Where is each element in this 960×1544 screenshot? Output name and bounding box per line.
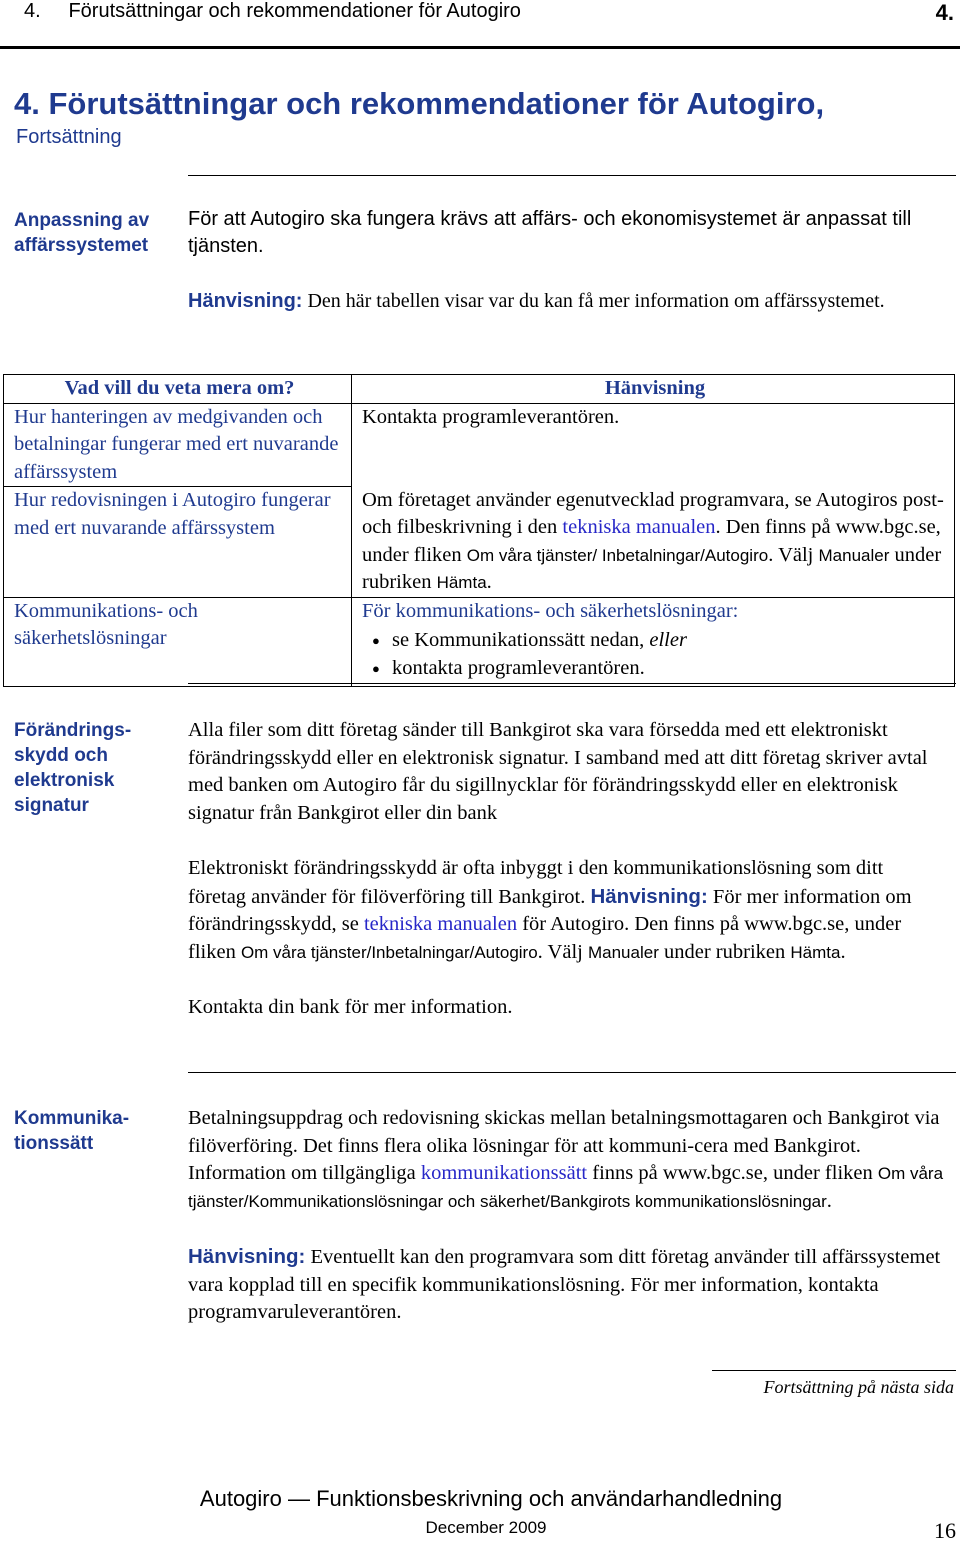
bullet-text: se Kommunikationssätt nedan, xyxy=(392,629,650,651)
cell-text: . Den finns på www.bgc.se, under fliken xyxy=(362,516,941,566)
list-item: ● kontakta programleverantören. xyxy=(378,655,948,683)
forandringsskydd-paragraph-1: Alla filer som ditt företag sänder till Bankgirot ska vara försedda med ett elektroniskt förändringsskydd eller en elektronisk signatur. I samband med att ditt företag skriver avtal med banken om Autogiro får du sigillnycklar för förändringsskydd eller en elektronisk signatur från Bankgirot eller din bank xyxy=(188,719,928,824)
side-label-affarssystem: Anpassning av affärssystemet xyxy=(14,210,150,256)
cell-text: . Välj xyxy=(768,543,819,566)
paragraph-text: . Välj xyxy=(537,940,588,963)
kommunikationssatt-text xyxy=(188,1105,946,1327)
table-header-reference: Hänvisning xyxy=(352,375,955,404)
table-row xyxy=(4,403,955,487)
paragraph-text: finns på www.bgc.se, under fliken xyxy=(587,1162,878,1184)
paragraph-text: . xyxy=(840,940,846,963)
affarssystem-reference xyxy=(188,288,946,315)
manualer-label: Manualer xyxy=(587,942,659,962)
cell-text: . xyxy=(486,571,492,593)
table-header-what: Vad vill du veta mera om? xyxy=(4,375,352,404)
paragraph-text: Betalningsuppdrag och redovisning skickas mellan betalningsmottagaren och Bankgirot via filöverföring. Det finns flera olika lösningar för att kommuni-cera med Bankgirot. Information om tillgängliga xyxy=(188,1107,940,1184)
paragraph-text: för Autogiro. Den finns på www.bgc.se, under fliken xyxy=(188,913,902,963)
reference-label: Hänvisning: xyxy=(188,290,303,312)
section-divider xyxy=(188,175,956,176)
paragraph-text: Elektroniskt förändringsskydd är ofta inbyggt i den kommunikationslösning som ditt företag använder för filöverföring till Bankgirot. xyxy=(188,857,884,908)
reference-label: Hänvisning: xyxy=(590,884,708,908)
kommunikationssatt-paragraph-1 xyxy=(188,1105,946,1215)
footer-title: Autogiro — Funktionsbeskrivning och användarhandledning xyxy=(199,1486,783,1511)
table-cell-topic: Hur hanteringen av medgivanden och betalningar fungerar med ert nuvarande affärssystem xyxy=(4,403,352,487)
paragraph-text: under rubriken xyxy=(658,940,791,963)
section-divider xyxy=(188,1072,956,1073)
table-cell-reference: Kontakta programleverantören. xyxy=(352,403,955,487)
continuation-divider xyxy=(712,1370,956,1371)
reference-text: Den här tabellen visar var du kan få mer information om affärssystemet. xyxy=(302,290,885,312)
table-header-row xyxy=(4,375,955,404)
cell-text: Om företaget använder egenutvecklad programvara, se Autogiros post- och filbeskrivning i den xyxy=(362,488,944,538)
tekniska-manualen-link[interactable]: tekniska manualen xyxy=(562,516,716,538)
web-path: Om våra tjänster/Inbetalningar/Autogiro xyxy=(240,942,538,962)
table-cell-reference xyxy=(352,597,955,687)
continuation-note: Fortsättning på nästa sida xyxy=(763,1377,954,1397)
table-row xyxy=(4,487,955,598)
affarssystem-text xyxy=(188,206,946,315)
bullet-list xyxy=(362,627,948,682)
section-divider xyxy=(188,683,956,684)
table-row xyxy=(4,597,955,687)
side-label-forandringsskydd: Förändrings-skydd och elektronisk signatur xyxy=(14,720,132,816)
paragraph-text: . xyxy=(826,1189,832,1212)
reference-table xyxy=(3,374,955,687)
kommunikationssatt-paragraph-2 xyxy=(188,1243,946,1327)
table-cell-topic: Hur redovisningen i Autogiro fungerar med ert nuvarande affärssystem xyxy=(4,487,352,598)
tekniska-manualen-link[interactable]: tekniska manualen xyxy=(363,913,518,935)
page-number: 16 xyxy=(934,1518,956,1543)
table-cell-reference xyxy=(352,487,955,598)
forandringsskydd-paragraph-2 xyxy=(188,855,946,966)
bullet-emphasis: eller xyxy=(649,629,687,651)
manualer-label: Manualer xyxy=(818,545,890,565)
web-path: Om våra tjänster/ Inbetalningar/Autogiro xyxy=(466,545,769,565)
page-subtitle: Fortsättning xyxy=(16,126,122,148)
kommunikationssatt-link[interactable]: kommunikationssätt xyxy=(420,1162,588,1184)
forandringsskydd-text xyxy=(188,717,946,1022)
cell-intro: För kommunikations- och säkerhetslösningar: xyxy=(362,599,739,622)
list-item xyxy=(378,627,948,655)
web-path: Om våra tjänster/Kommunikationslösningar och säkerhet/Bankgirots kommunikationslösningar xyxy=(188,1164,944,1211)
running-header-section-number: 4. xyxy=(935,0,954,25)
running-header-title: 4. Förutsättningar och rekommendationer för Autogiro xyxy=(24,0,521,22)
paragraph-text: För mer information om förändringsskydd, se xyxy=(188,885,912,935)
hamta-label: Hämta xyxy=(790,942,841,962)
hamta-label: Hämta xyxy=(436,573,487,592)
header-divider xyxy=(0,46,960,49)
table-cell-topic: Kommunikations- och säkerhetslösningar xyxy=(4,597,352,687)
footer-date: December 2009 xyxy=(425,1518,547,1537)
reference-label: Hänvisning: xyxy=(188,1245,306,1268)
paragraph-text: Eventuellt kan den programvara som ditt företag använder till affärssystemet vara kopplad till en specifik kommunikationslösning. För mer information, kontakta programvaruleverantören. xyxy=(188,1246,941,1323)
side-label-kommunikationssatt: Kommunika-tionssätt xyxy=(14,1108,130,1154)
page-title: 4. Förutsättningar och rekommendationer för Autogiro, xyxy=(14,86,825,121)
affarssystem-intro: För att Autogiro ska fungera krävs att affärs- och ekonomisystemet är anpassat till tjänsten. xyxy=(188,208,912,257)
forandringsskydd-paragraph-3: Kontakta din bank för mer information. xyxy=(188,996,513,1018)
cell-text: under rubriken xyxy=(362,543,942,593)
